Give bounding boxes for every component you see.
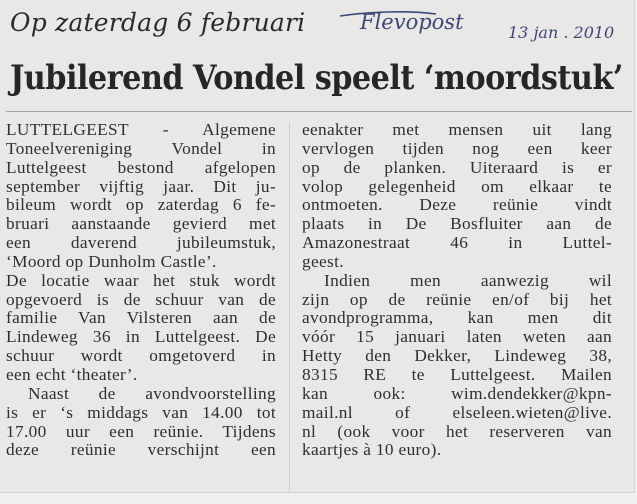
headline-rule bbox=[6, 111, 632, 112]
handwritten-date: 13 jan . 2010 bbox=[508, 23, 615, 42]
text-line: Toneelvereniging Vondel in bbox=[6, 138, 276, 158]
text-line: bruari aanstaande gevierd met bbox=[6, 214, 276, 234]
text-line: geest. bbox=[302, 251, 344, 271]
column-divider bbox=[289, 122, 290, 492]
text-line: LUTTELGEEST - Algemene bbox=[6, 120, 276, 139]
text-line: is er ‘s middags van 14.00 tot bbox=[6, 402, 276, 422]
text-line: bileum wordt op zaterdag 6 fe- bbox=[6, 195, 276, 215]
text-line: zijn op de reünie en/of bij het bbox=[302, 289, 612, 309]
text-line: schuur wordt omgetoverd in bbox=[6, 346, 276, 366]
text-line: een echt ‘theater’. bbox=[6, 364, 138, 384]
text-line: Amazonestraat 46 in Luttel- bbox=[302, 233, 612, 253]
kicker-date: Op zaterdag 6 februari bbox=[10, 8, 306, 37]
text-line: op de planken. Uiteraard is er bbox=[302, 157, 612, 177]
text-line: familie Van Vilsteren aan de bbox=[6, 308, 276, 328]
handwritten-source-note bbox=[336, 2, 632, 42]
text-line: 17.00 uur een reünie. Tijdens bbox=[6, 421, 276, 441]
text-line: ontmoeten. Deze reünie vindt bbox=[302, 195, 612, 215]
article-headline: Jubilerend Vondel speelt ‘moordstuk’ bbox=[10, 58, 623, 97]
text-line: Hetty den Dekker, Lindeweg 38, bbox=[302, 346, 612, 366]
text-line: Naast de avondvoorstelling bbox=[28, 383, 276, 403]
handwritten-source: Flevopost bbox=[360, 10, 464, 34]
text-line: opgevoerd is de schuur van de bbox=[6, 289, 276, 309]
text-line: vóór 15 januari laten weten aan bbox=[302, 327, 612, 347]
text-line: een daverend jubileumstuk, bbox=[6, 233, 276, 253]
text-line: deze reünie verschijnt een bbox=[6, 440, 276, 460]
text-line: Lindeweg 36 in Luttelgeest. De bbox=[6, 327, 276, 347]
text-line: Indien men aanwezig wil bbox=[324, 270, 612, 290]
text-line: mail.nl of elseleen.wieten@live. bbox=[302, 402, 612, 422]
article-column-right bbox=[302, 121, 612, 460]
text-line: 8315 RE te Luttelgeest. Mailen bbox=[302, 364, 612, 384]
text-line: Luttelgeest bestond afgelopen bbox=[6, 157, 276, 177]
text-line: ‘Moord op Dunholm Castle’. bbox=[6, 251, 217, 271]
text-line: vervlogen tijden nog een keer bbox=[302, 138, 612, 158]
text-line: eenakter met mensen uit lang bbox=[302, 120, 612, 139]
text-line: volop gelegenheid om elkaar te bbox=[302, 176, 612, 196]
text-line: kaartjes à 10 euro). bbox=[302, 440, 442, 460]
text-line: De locatie waar het stuk wordt bbox=[6, 270, 276, 290]
text-line: september vijftig jaar. Dit ju- bbox=[6, 176, 276, 196]
text-line: plaats in De Bosfluiter aan de bbox=[302, 214, 612, 234]
article-column-left bbox=[6, 121, 276, 460]
text-line: nl (ook voor het reserveren van bbox=[302, 421, 612, 441]
text-line: avondprogramma, kan men dit bbox=[302, 308, 612, 328]
text-line: kan ook: wim.dendekker@kpn- bbox=[302, 383, 612, 403]
